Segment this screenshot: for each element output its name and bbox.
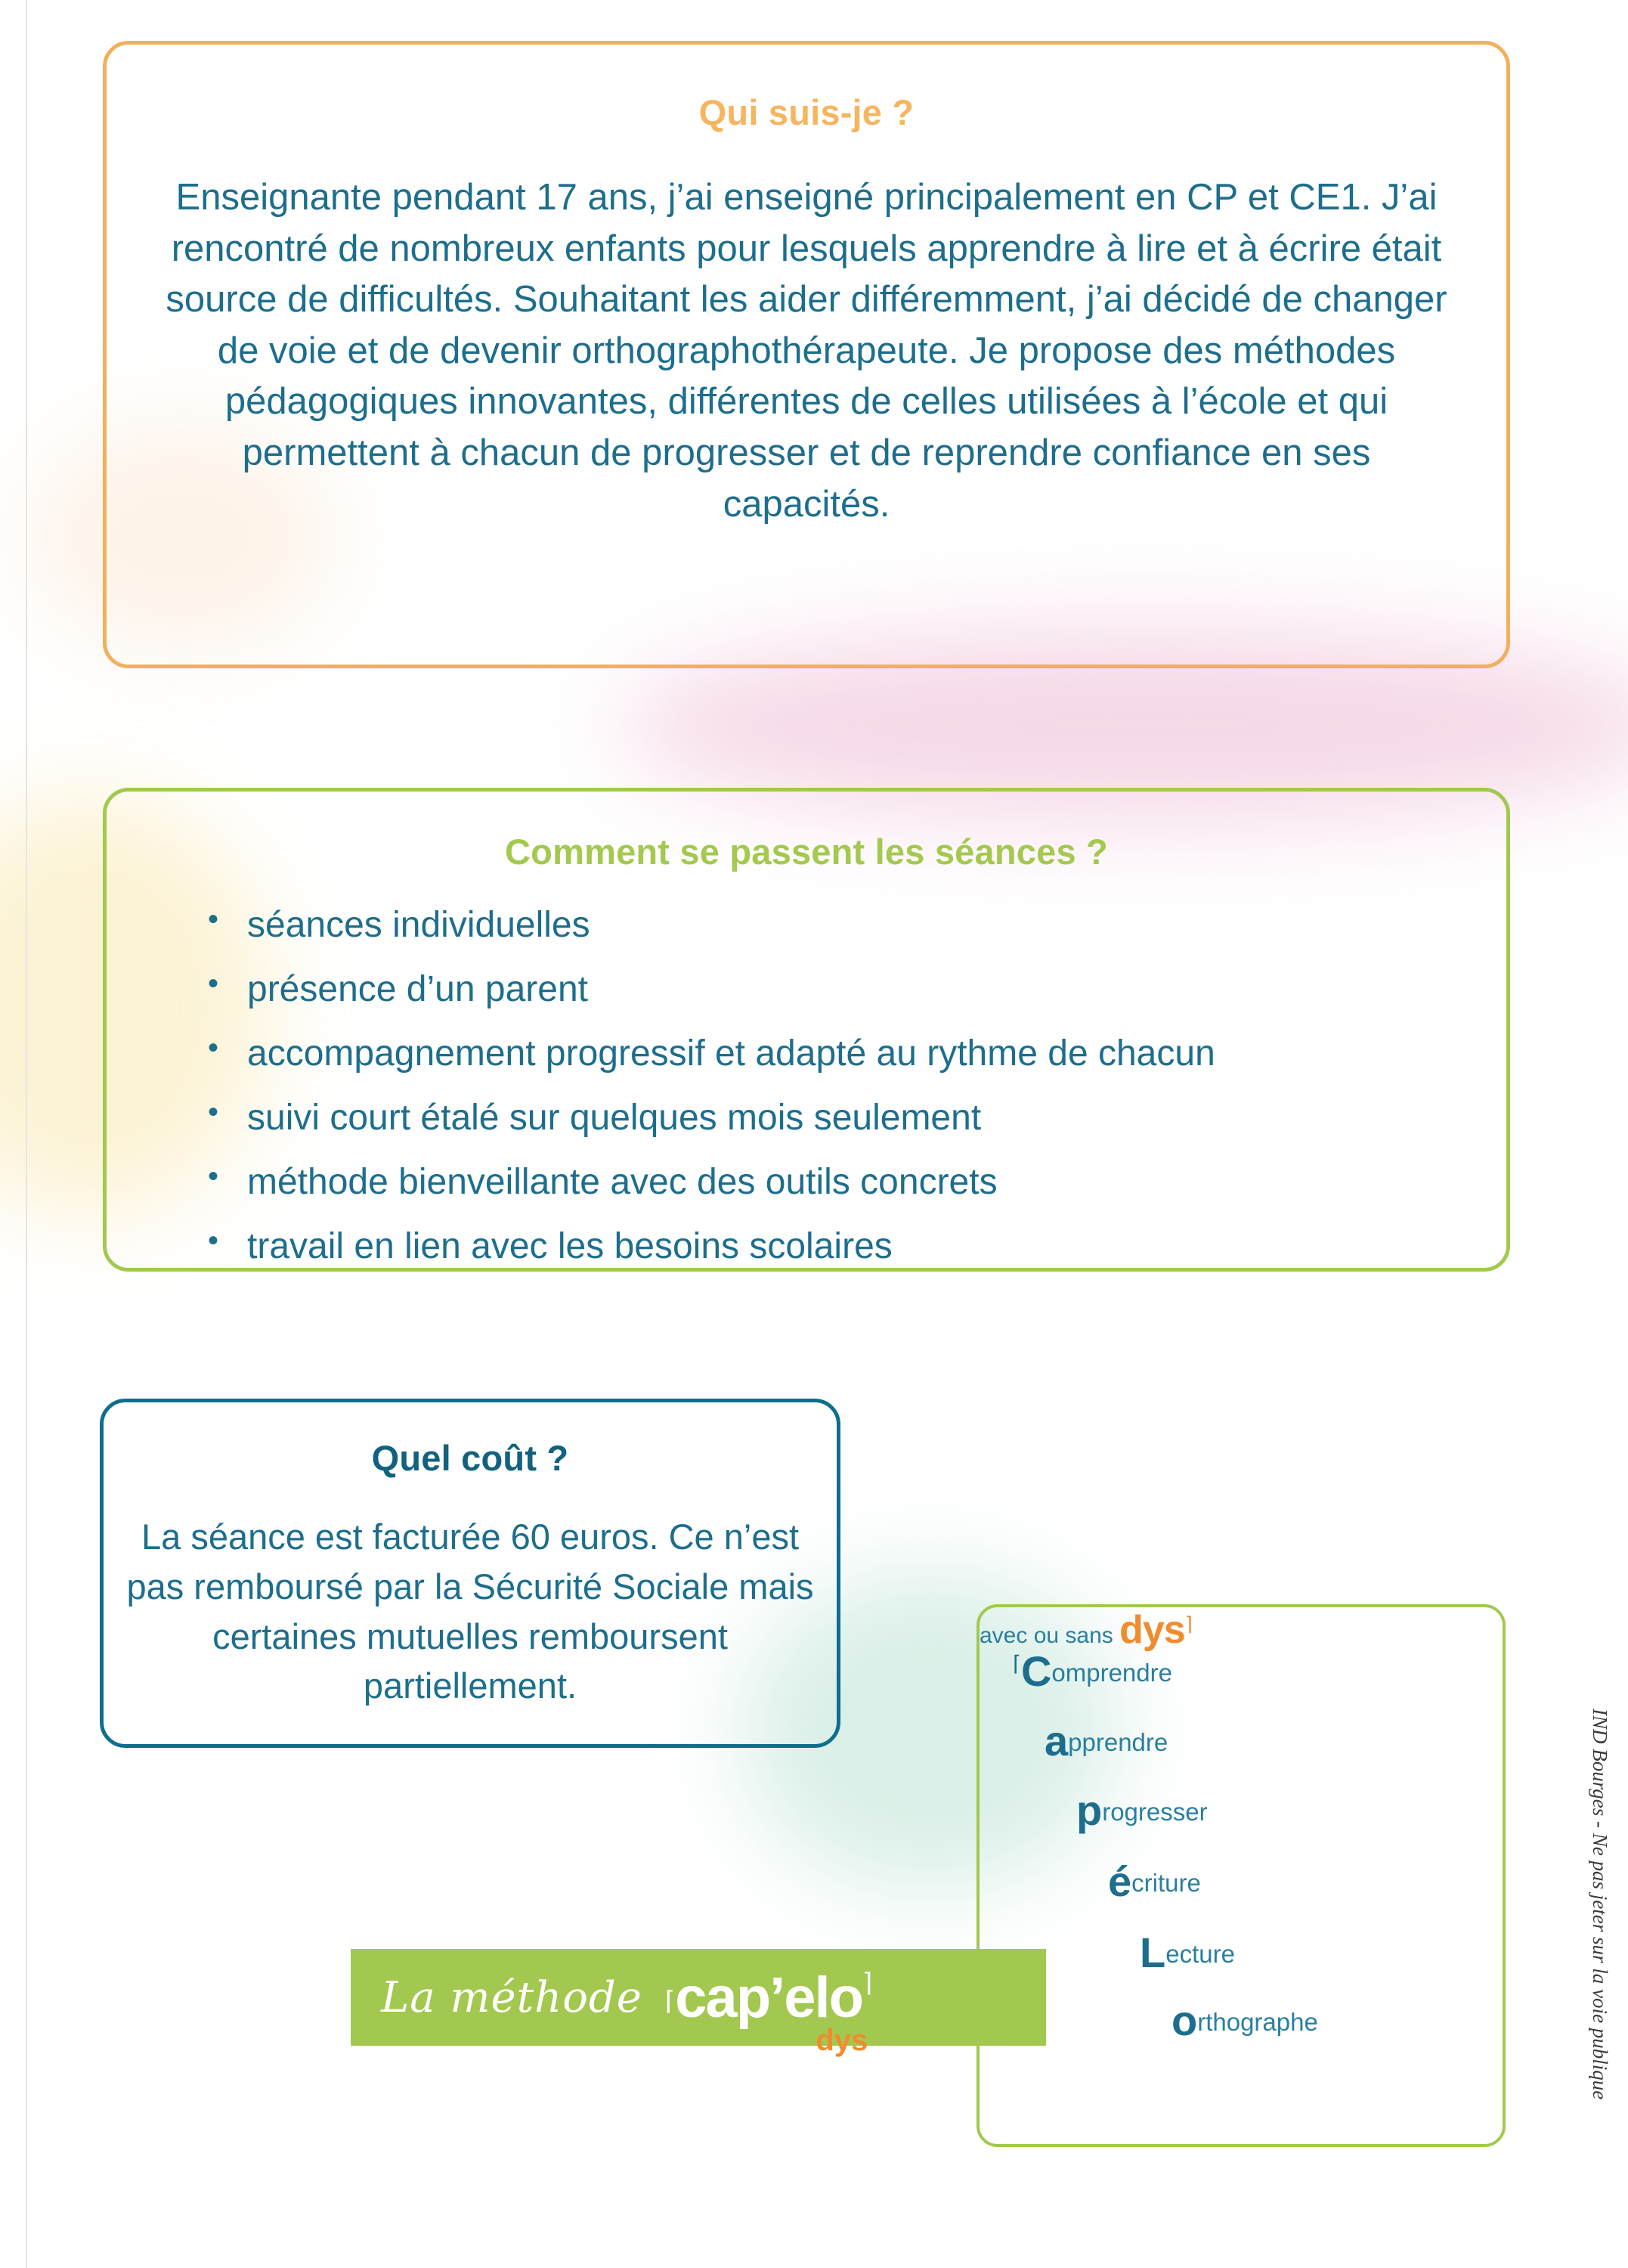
list-item: • méthode bienveillante avec des outils concrets [247, 1164, 1506, 1201]
acronym-footer-word: dys [1119, 1608, 1185, 1652]
capelo-logo-sub: dys [816, 2023, 868, 2057]
acronym-letter: p [1076, 1786, 1103, 1834]
tick-mark-icon: ⌉ [862, 1968, 873, 1997]
list-item: • séances individuelles [247, 907, 1506, 943]
acronym-row-orthographe [1171, 1996, 1318, 2045]
about-card [103, 41, 1510, 668]
acronym-word: omprendre [1051, 1659, 1172, 1687]
acronym-card [976, 1604, 1506, 2147]
acronym-letter: é [1108, 1857, 1132, 1905]
about-body: Enseignante pendant 17 ans, j’ai enseigné principalement en CP et CE1. J’ai rencontré de nombreux enfants pour lesquels apprendre à lire et à écrire était source de difficultés. Souhaitant les aider différemment, j’ai décidé de changer de voie et de devenir orthographothérapeute. Je propose des méthodes pédagogiques innovantes, différentes de celles utilisées à l’école et qui permettent à chacun de progresser et de reprendre confiance en ses capacités. [166, 177, 1447, 525]
sessions-title: Comment se passent les séances ? [505, 832, 1108, 872]
acronym-word: ecture [1165, 1940, 1235, 1968]
acronym-letter: C [1020, 1647, 1052, 1695]
tick-mark-icon: ⌈ [1013, 1652, 1021, 1675]
cost-card [100, 1399, 840, 1748]
tick-mark-icon: ⌉ [1184, 1613, 1193, 1635]
acronym-letter: L [1140, 1929, 1166, 1976]
acronym-word: rogresser [1102, 1798, 1208, 1826]
acronym-footer [980, 1607, 1503, 1653]
sessions-list [107, 907, 1506, 1265]
acronym-letter: a [1045, 1717, 1069, 1765]
acronym-word: rthographe [1197, 2008, 1318, 2036]
list-item: • présence d’un parent [247, 971, 1506, 1008]
acronym-row-progresser [1076, 1786, 1208, 1835]
acronym-row-comprendre [1013, 1647, 1172, 1696]
cost-title: Quel coût ? [371, 1438, 569, 1478]
acronym-letter: o [1171, 1997, 1198, 2044]
tick-mark-icon: ⌈ [664, 1986, 676, 2015]
list-item: • suivi court étalé sur quelques mois seulement [247, 1100, 1506, 1136]
acronym-word: pprendre [1068, 1728, 1168, 1756]
method-banner [351, 1949, 1046, 2057]
about-title: Qui suis-je ? [698, 92, 915, 132]
method-banner-script: La méthode [381, 1972, 642, 2022]
acronym-row-lecture [1140, 1928, 1235, 1977]
acronym-footer-prefix: avec ou sans [980, 1623, 1120, 1648]
list-item: • travail en lien avec les besoins scolaires [247, 1228, 1506, 1265]
list-item: • accompagnement progressif et adapté au rythme de chacun [247, 1036, 1506, 1072]
page-edge-line [26, 0, 27, 2268]
sessions-card [103, 788, 1510, 1272]
capelo-logo-word: cap’elo [675, 1965, 863, 2030]
capelo-logo [664, 1965, 873, 2057]
cost-body: La séance est facturée 60 euros. Ce n’est pas remboursé par la Sécurité Sociale mais certaines mutuelles remboursent partiellement. [126, 1517, 814, 1706]
acronym-row-apprendre [1045, 1716, 1168, 1765]
acronym-word: criture [1131, 1869, 1201, 1897]
acronym-row-ecriture [1108, 1857, 1201, 1906]
side-credit: IND Bourges - Ne pas jeter sur la voie publique [1589, 1709, 1611, 2100]
